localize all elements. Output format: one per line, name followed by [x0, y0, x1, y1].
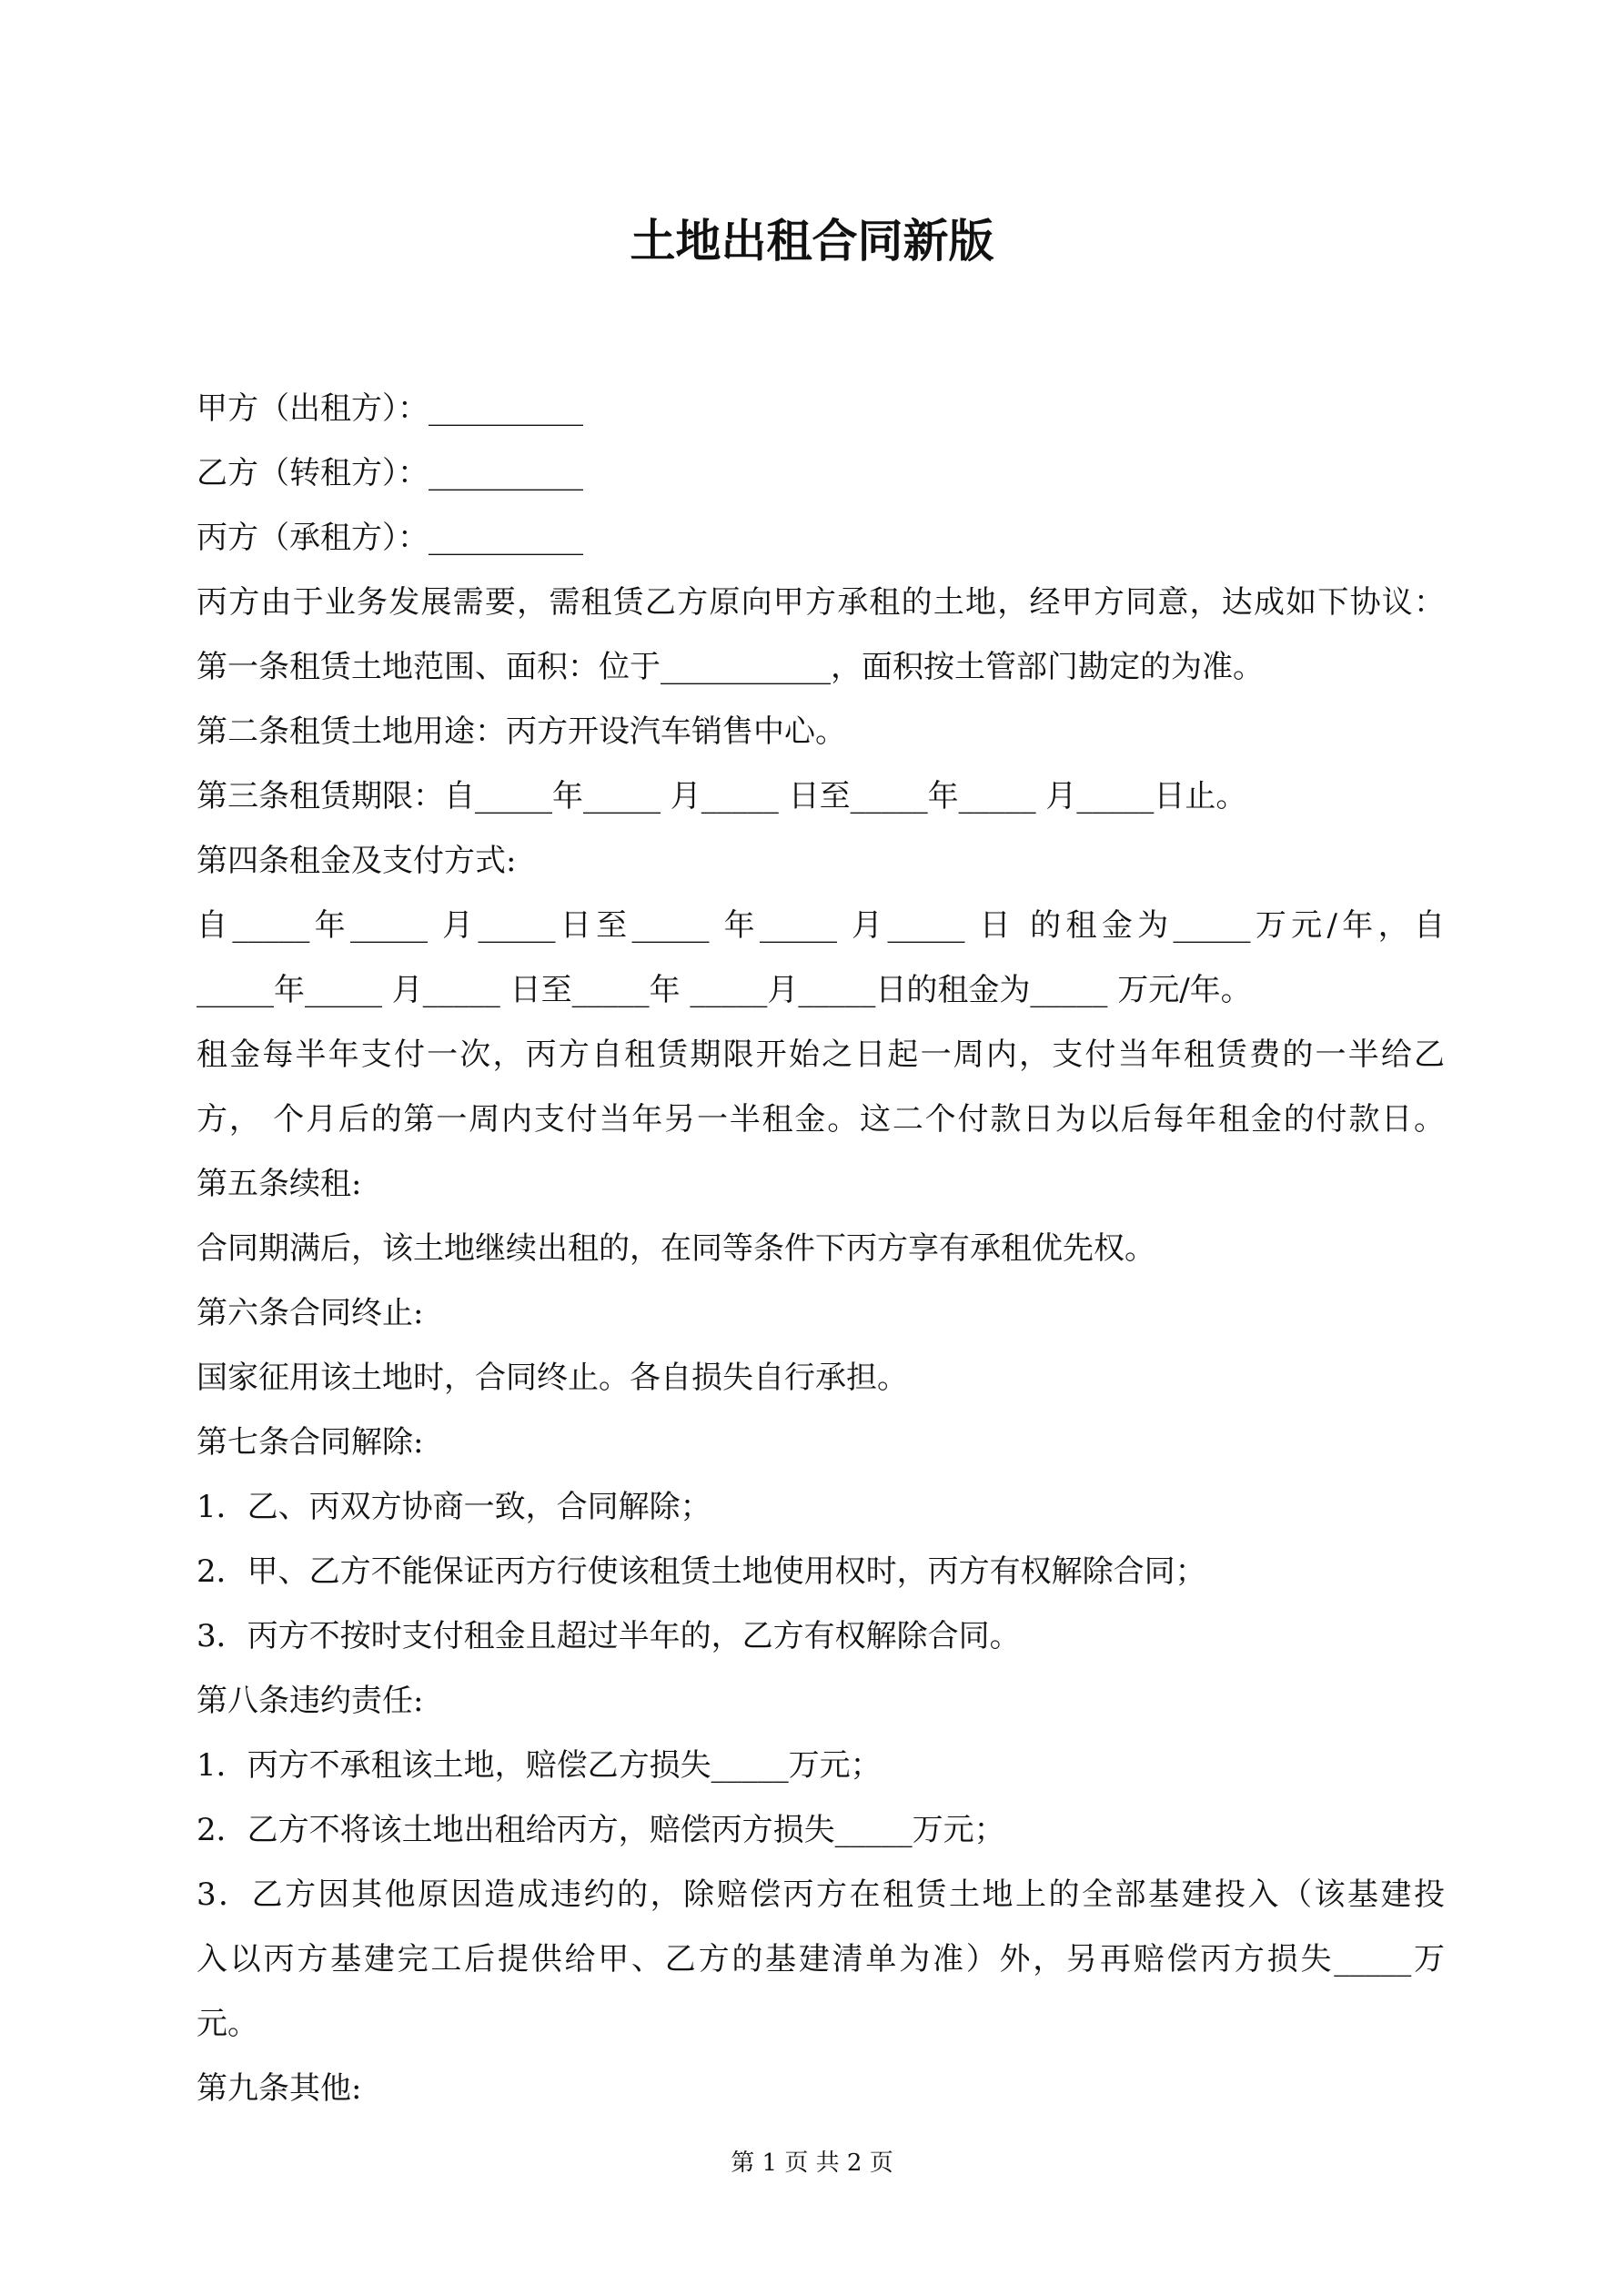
text-line: 1．丙方不承租该土地，赔偿乙方损失_____万元；: [197, 1747, 882, 1784]
document-body: [197, 377, 1445, 2121]
text-line: 第九条其他:: [197, 2070, 362, 2107]
text-line: 乙方（转租方）：__________: [197, 455, 583, 491]
text-line: 合同期满后，该土地继续出租的，在同等条件下丙方享有承租优先权。: [197, 1230, 1155, 1267]
text-line: 入以丙方基建完工后提供给甲、乙方的基建清单为准）外，另再赔偿丙方损失_____万: [197, 1941, 1445, 1977]
text-line: 丙方（承租方）：__________: [197, 520, 583, 556]
text-line: 国家征用该土地时，合同终止。各自损失自行承担。: [197, 1360, 908, 1396]
text-line: 3．丙方不按时支付租金且超过半年的，乙方有权解除合同。: [197, 1618, 1021, 1654]
text-line: 第一条租赁土地范围、面积：位于___________，面积按土管部门勘定的为准。: [197, 649, 1264, 685]
text-line: 第三条租赁期限：自_____年_____ 月_____ 日至_____年_____ 月_____日止。: [197, 778, 1247, 814]
text-line: 元。: [197, 2006, 258, 2042]
text-line: 第五条续租:: [197, 1166, 362, 1202]
text-line: 甲方（出租方）：__________: [197, 390, 583, 427]
text-line: 丙方由于业务发展需要，需租赁乙方原向甲方承租的土地，经甲方同意，达成如下协议：: [197, 584, 1445, 621]
text-line: 方， 个月后的第一周内支付当年另一半租金。这二个付款日为以后每年租金的付款日。: [197, 1101, 1445, 1138]
text-line: 第四条租金及支付方式:: [197, 843, 517, 879]
text-line: 第二条租赁土地用途：丙方开设汽车销售中心。: [197, 713, 846, 750]
text-line: 第七条合同解除:: [197, 1424, 424, 1461]
text-line: 租金每半年支付一次，丙方自租赁期限开始之日起一周内，支付当年租赁费的一半给乙: [197, 1037, 1445, 1073]
text-line: 2．甲、乙方不能保证丙方行使该租赁土地使用权时，丙方有权解除合同；: [197, 1553, 1206, 1590]
text-line: 2．乙方不将该土地出租给丙方，赔偿丙方损失_____万元；: [197, 1812, 1005, 1848]
page-footer: 第 1 页 共 2 页: [731, 2149, 893, 2177]
text-line: _____年_____ 月_____ 日至_____年 _____月_____日的租金为_____ 万元/年。: [197, 972, 1252, 1008]
text-line: 1．乙、丙双方协商一致，合同解除；: [197, 1489, 711, 1525]
text-line: 第八条违约责任:: [197, 1683, 424, 1719]
text-line: 3．乙方因其他原因造成违约的，除赔偿丙方在租赁土地上的全部基建投入（该基建投: [197, 1876, 1445, 1913]
text-line: 第六条合同终止:: [197, 1295, 424, 1331]
text-line: 自_____年_____ 月_____日至_____ 年_____ 月_____ 日 的租金为_____万元/年，自: [197, 907, 1445, 944]
document-title: 土地出租合同新版: [630, 215, 994, 268]
